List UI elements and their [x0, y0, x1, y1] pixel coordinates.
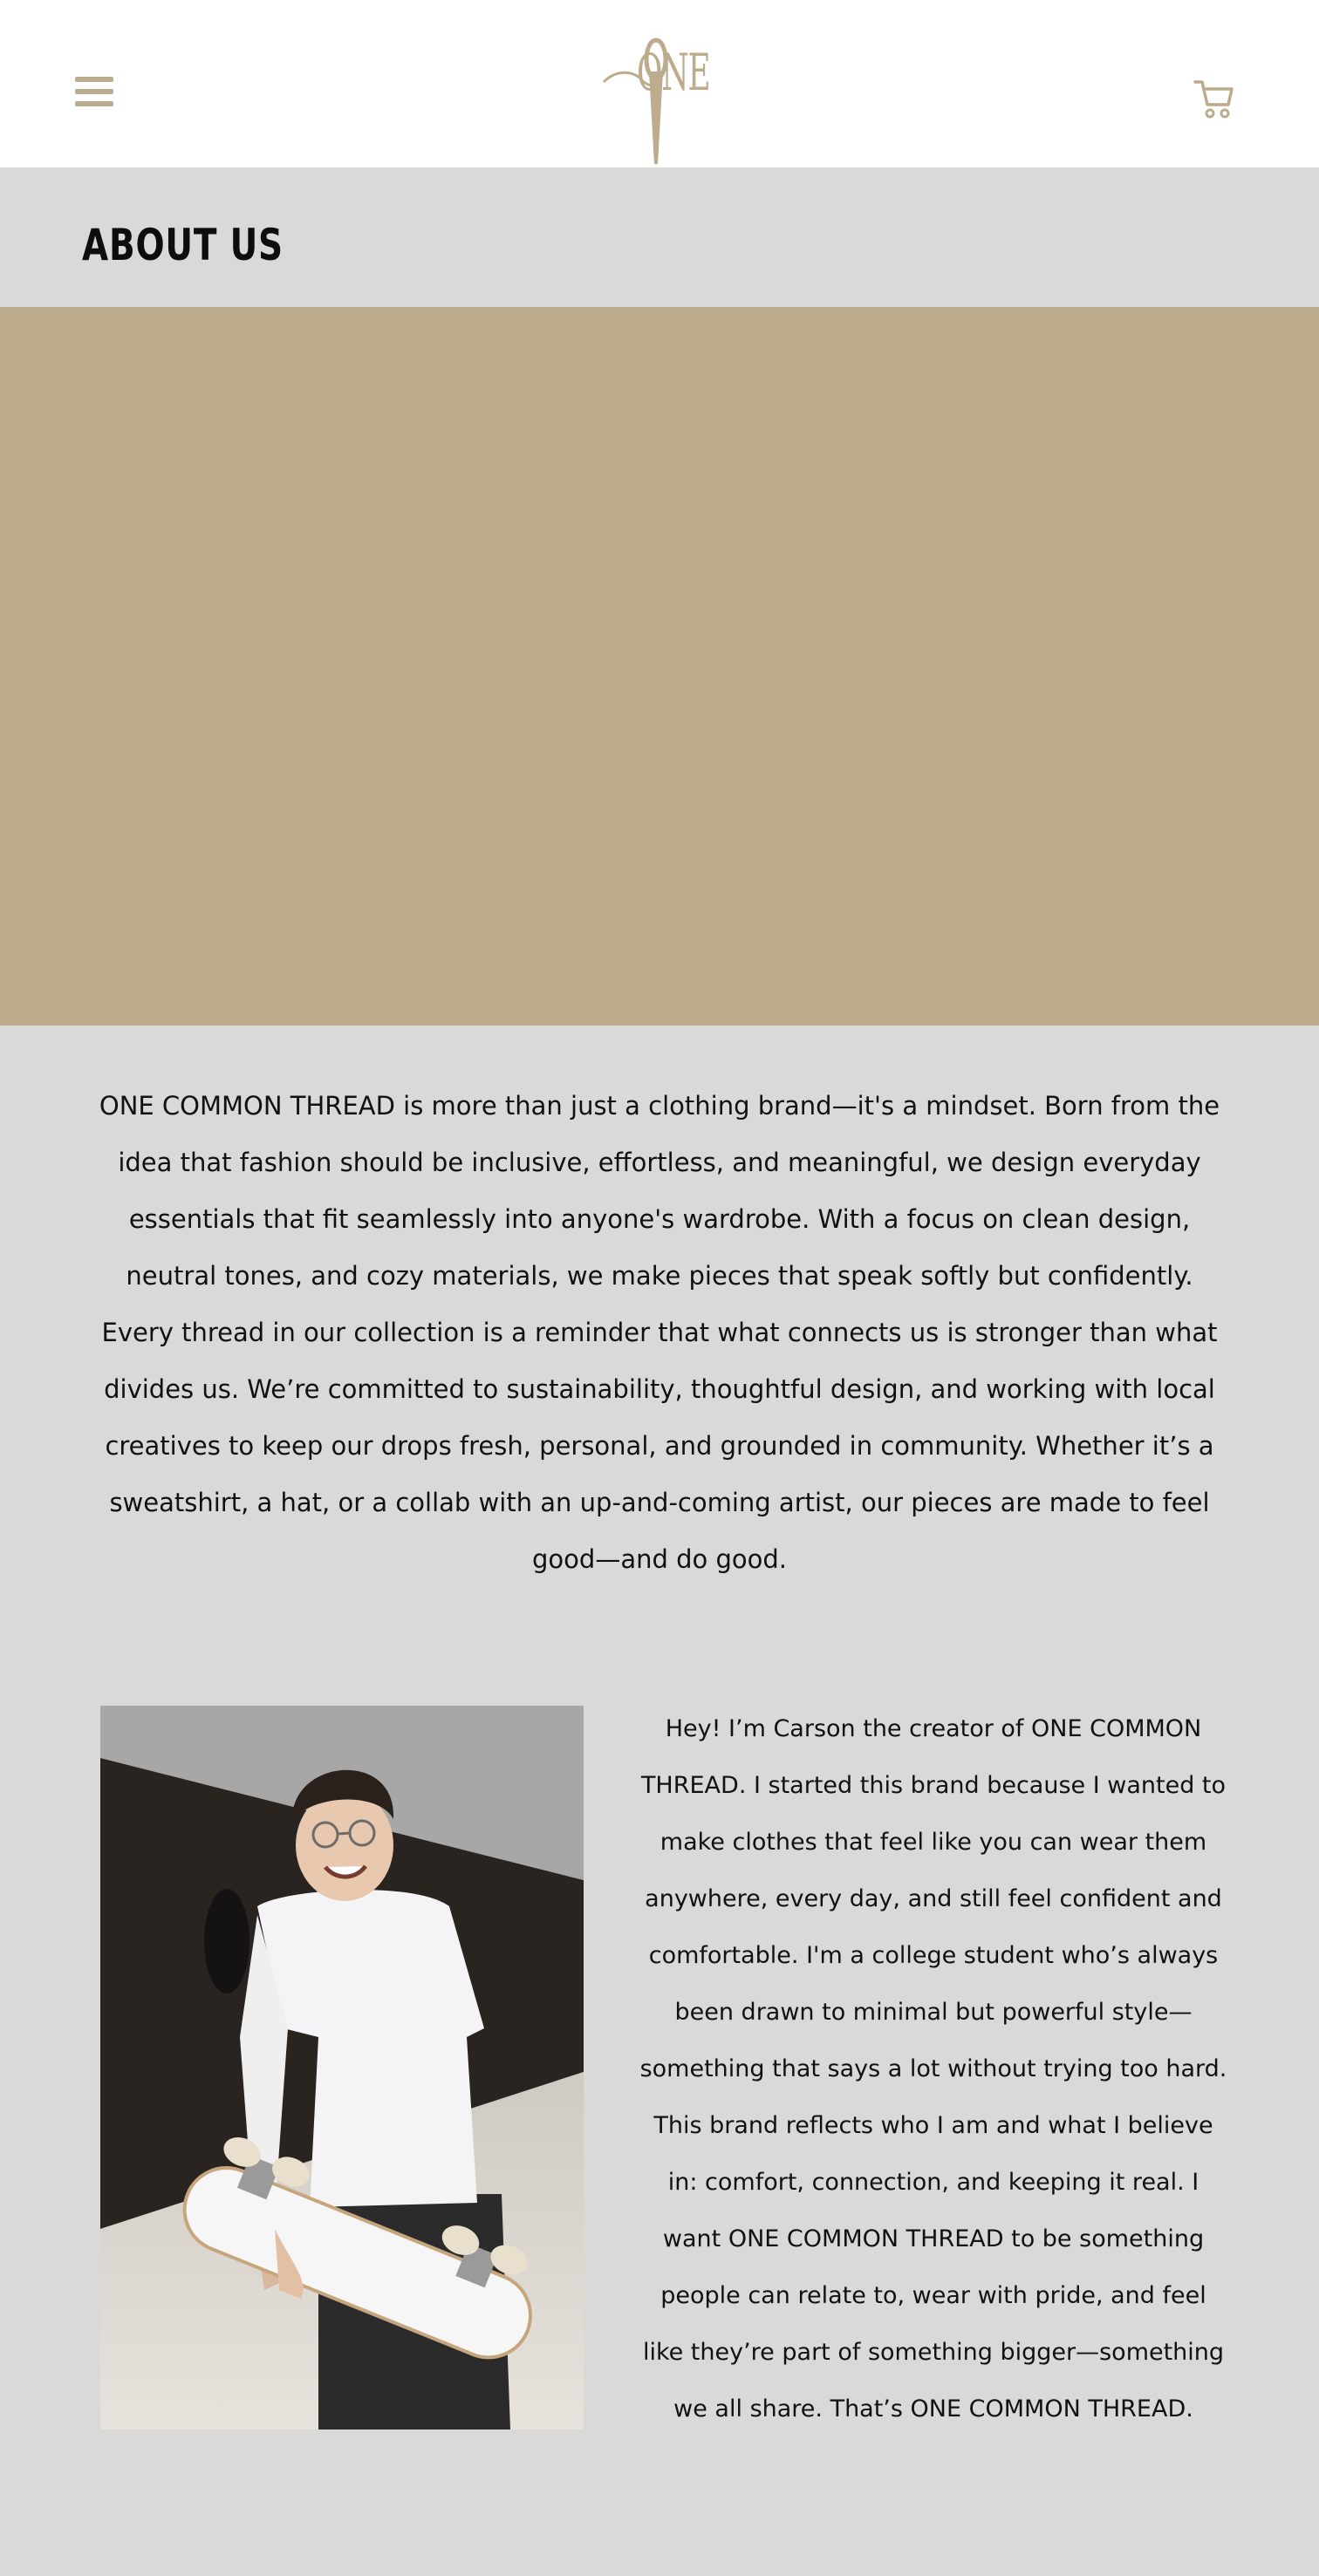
brand-logo[interactable]: [600, 33, 719, 167]
menu-bar-middle: [75, 89, 113, 94]
menu-bar-top: [75, 77, 113, 82]
intro-section: [87, 1078, 1232, 1588]
founder-bio: Hey! I’m Carson the creator of ONE COMMON THREAD. I started this brand because I wanted to make clothes that feel like you can wear them anywhere, every day, and still feel confident and comfortable. I'm a college student who’s always been drawn to minimal but powerful style—something that says a lot without trying too hard. This brand reflects who I am and what I believe in: comfort, connection, and keeping it real. I want ONE COMMON THREAD to be something people can relate to, wear with pride, and feel like they’re part of something bigger—something we all share. That’s ONE COMMON THREAD.: [639, 1715, 1227, 2423]
site-header: [0, 0, 1319, 167]
founder-bio-section: [637, 1700, 1230, 2437]
logo-wordmark: ONE: [637, 43, 710, 102]
hamburger-menu-icon[interactable]: [75, 77, 115, 108]
hero-banner: [0, 307, 1319, 1026]
founder-photo: [100, 1706, 584, 2429]
shopping-cart-icon[interactable]: [1193, 77, 1234, 120]
intro-paragraph: ONE COMMON THREAD is more than just a clothing brand—it's a mindset. Born from the idea that fashion should be inclusive, effortless, and meaningful, we design everyday essentials that fit seamlessly into anyone's wardrobe. With a focus on clean design, neutral tones, and cozy materials, we make pieces that speak softly but confidently. Every thread in our collection is a reminder that what connects us is stronger than what divides us. We’re committed to sustainability, thoughtful design, and working with local creatives to keep our drops fresh, personal, and grounded in community. Whether it’s a sweatshirt, a hat, or a collab with an up-and-coming artist, our pieces are made to feel good—and do good.: [99, 1091, 1220, 1574]
page-title: ABOUT US: [82, 220, 284, 270]
title-band: [0, 167, 1319, 307]
menu-bar-bottom: [75, 101, 113, 106]
